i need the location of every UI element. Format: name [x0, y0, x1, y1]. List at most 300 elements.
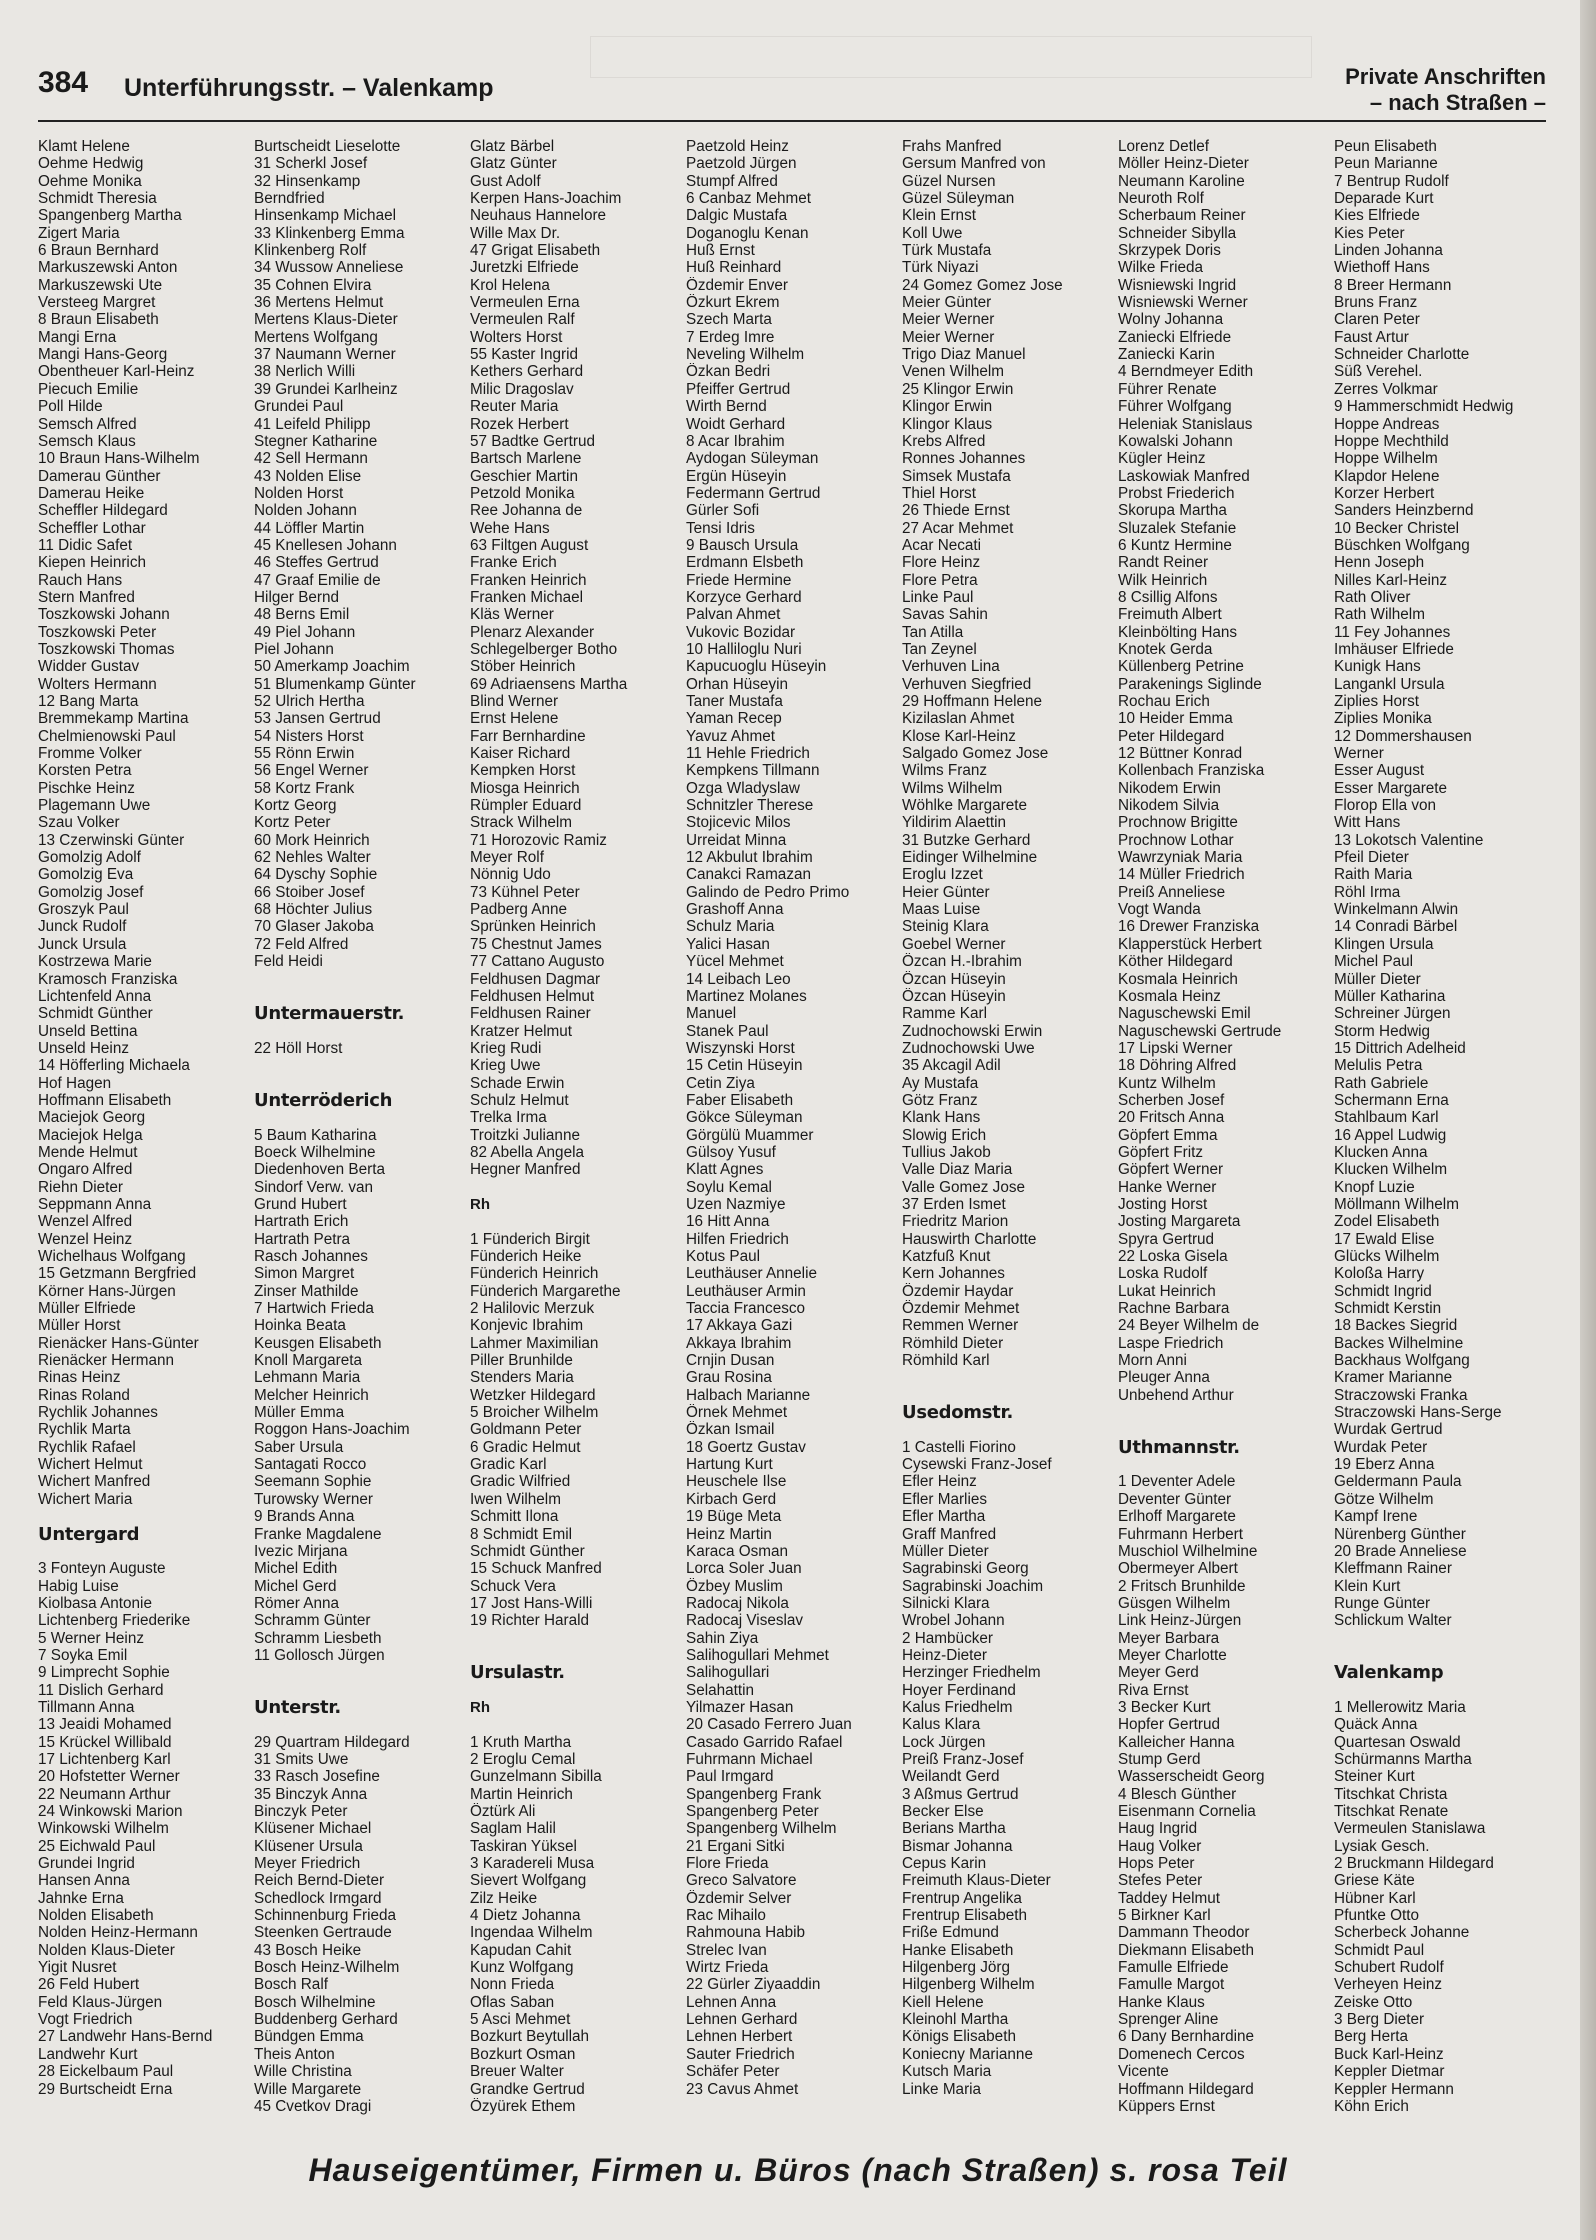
resident-entry: Bosch Wilhelmine	[254, 1993, 376, 2011]
resident-entry: Özdemir Enver	[686, 276, 789, 294]
resident-entry: Wisniewski Werner	[1118, 294, 1248, 312]
resident-entry: Taddey Helmut	[1118, 1889, 1221, 1907]
resident-entry: Zudnochowski Erwin	[902, 1022, 1043, 1040]
resident-entry: Kethers Gerhard	[470, 363, 584, 381]
resident-entry: Grundei Paul	[254, 398, 344, 416]
resident-entry: Müller Elfriede	[38, 1300, 136, 1318]
resident-entry: Obentheuer Karl-Heinz	[38, 363, 195, 381]
resident-entry: Strelec Ivan	[686, 1941, 767, 1959]
resident-entry: Kempken Horst	[470, 762, 576, 780]
resident-entry: Knoll Margareta	[254, 1352, 362, 1370]
resident-entry: Spangenberg Wilhelm	[686, 1820, 837, 1838]
resident-entry: Müller Emma	[254, 1404, 345, 1422]
resident-entry: Esser Margarete	[1334, 779, 1448, 797]
resident-entry: Stump Gerd	[1118, 1750, 1201, 1768]
resident-entry: Venen Wilhelm	[902, 363, 1005, 381]
resident-entry: Özkan Bedri	[686, 363, 771, 381]
resident-entry: Lorenz Detlef	[1118, 138, 1209, 155]
resident-entry: Keppler Hermann	[1334, 2080, 1454, 2098]
resident-entry: Freimuth Albert	[1118, 606, 1222, 624]
resident-entry: Nolden Heinz-Hermann	[38, 1924, 198, 1942]
resident-entry: Klucken Wilhelm	[1334, 1161, 1448, 1179]
resident-entry: Gomolzig Adolf	[38, 849, 141, 867]
resident-entry: Skorupa Martha	[1118, 502, 1227, 520]
resident-entry: 47 Grigat Elisabeth	[470, 242, 601, 260]
resident-entry: Chelmienowski Paul	[38, 727, 176, 745]
resident-entry: Hilfen Friedrich	[686, 1230, 789, 1248]
spacer	[470, 1716, 682, 1733]
resident-entry: Wichert Helmut	[38, 1456, 143, 1474]
resident-entry: 9 Bausch Ursula	[686, 536, 799, 554]
resident-entry: Damerau Heike	[38, 484, 145, 502]
resident-entry: Fünderich Heinrich	[470, 1265, 599, 1283]
resident-entry: Bremmekamp Martina	[38, 710, 189, 728]
resident-entry: Toszkowski Peter	[38, 623, 157, 641]
resident-entry: Florop Ella von	[1334, 797, 1437, 815]
resident-entry: Vermeulen Erna	[470, 294, 580, 312]
resident-entry: 6 Kuntz Hermine	[1118, 536, 1232, 554]
resident-entry: Özkurt Ekrem	[686, 294, 780, 312]
resident-entry: Nilles Karl-Heinz	[1334, 571, 1448, 589]
resident-entry: Wichelhaus Wolfgang	[38, 1248, 186, 1265]
resident-entry: 49 Piel Johann	[254, 623, 356, 641]
resident-entry: Hoppe Wilhelm	[1334, 450, 1438, 468]
resident-entry: Nolden Klaus-Dieter	[38, 1941, 175, 1959]
resident-entry: 37 Naumann Werner	[254, 346, 396, 364]
resident-entry: 64 Dyschy Sophie	[254, 866, 378, 884]
resident-entry: Landwehr Kurt	[38, 2045, 138, 2063]
resident-entry: 77 Cattano Augusto	[470, 953, 605, 971]
resident-entry: 21 Ergani Sitki	[686, 1837, 785, 1855]
resident-entry: Cetin Ziya	[686, 1074, 755, 1092]
resident-entry: Scherben Josef	[1118, 1091, 1225, 1109]
resident-entry: Pfeiffer Gertrud	[686, 380, 791, 398]
resident-entry: Lehnen Herbert	[686, 2028, 793, 2046]
resident-entry: 11 Hehle Friedrich	[686, 745, 810, 763]
resident-entry: Slowig Erich	[902, 1126, 987, 1144]
spacer	[902, 1369, 1114, 1386]
resident-entry: Szau Volker	[38, 814, 120, 832]
resident-entry: Sauter Friedrich	[686, 2045, 795, 2063]
resident-entry: Kläs Werner	[470, 606, 554, 624]
resident-entry: Nikodem Silvia	[1118, 797, 1220, 815]
resident-entry: Martinez Molanes	[686, 987, 807, 1005]
resident-entry: Spangenberg Frank	[686, 1785, 822, 1803]
resident-entry: Wehe Hans	[470, 519, 550, 537]
resident-entry: Gradic Wilfried	[470, 1473, 571, 1491]
resident-entry: Stojicevic Milos	[686, 814, 791, 832]
resident-entry: Eidinger Wilhelmine	[902, 849, 1038, 867]
resident-entry: Ivezic Mirjana	[254, 1542, 348, 1560]
resident-entry: Maciejok Helga	[38, 1126, 143, 1144]
resident-entry: Grund Hubert	[254, 1195, 347, 1213]
resident-entry: Rath Wilhelm	[1334, 606, 1425, 624]
resident-entry: 22 Loska Gisela	[1118, 1248, 1228, 1265]
resident-entry: Feldhusen Rainer	[470, 1005, 591, 1023]
resident-entry: Toszkowski Thomas	[38, 640, 175, 658]
resident-entry: Heleniak Stanislaus	[1118, 415, 1253, 433]
resident-entry: Spangenberg Peter	[686, 1803, 819, 1820]
resident-entry: Riva Ernst	[1118, 1681, 1189, 1699]
resident-entry: Flore Heinz	[902, 554, 981, 572]
resident-entry: Özdemir Haydar	[902, 1282, 1014, 1300]
resident-entry: Wasserscheidt Georg	[1118, 1768, 1265, 1786]
resident-entry: 10 Becker Christel	[1334, 519, 1459, 537]
resident-entry: Unseld Heinz	[38, 1039, 129, 1057]
resident-entry: Ronnes Johannes	[902, 450, 1026, 468]
spacer	[1334, 1630, 1546, 1647]
resident-entry: Hartrath Erich	[254, 1213, 349, 1231]
resident-entry: Klatt Agnes	[686, 1161, 764, 1179]
resident-entry: Knopf Luzie	[1334, 1178, 1415, 1196]
resident-entry: Salihogullari Mehmet	[686, 1646, 829, 1664]
resident-entry: Wöhlke Margarete	[902, 797, 1027, 815]
resident-entry: 34 Wussow Anneliese	[254, 259, 404, 277]
resident-entry: Farr Bernhardine	[470, 727, 586, 745]
resident-entry: Dammann Theodor	[1118, 1924, 1250, 1942]
resident-entry: Eisenmann Cornelia	[1118, 1803, 1256, 1820]
spacer	[470, 1630, 682, 1647]
resident-entry: Raith Maria	[1334, 866, 1413, 884]
resident-entry: 26 Thiede Ernst	[902, 502, 1010, 520]
resident-entry: Wolters Hermann	[38, 675, 157, 693]
resident-entry: Hartrath Petra	[254, 1230, 351, 1248]
resident-entry: Korzer Herbert	[1334, 484, 1435, 502]
resident-entry: Wille Max Dr.	[470, 224, 561, 242]
resident-entry: Leuthäuser Armin	[686, 1282, 806, 1300]
resident-entry: Zilz Heike	[470, 1889, 538, 1907]
resident-entry: Yildirim Alaettin	[902, 814, 1007, 832]
resident-entry: Rümpler Eduard	[470, 797, 582, 815]
resident-entry: Schermann Erna	[1334, 1091, 1449, 1109]
resident-entry: 69 Adriaensens Martha	[470, 675, 628, 693]
resident-entry: Versteeg Margret	[38, 294, 156, 312]
resident-entry: Sievert Wolfgang	[470, 1872, 587, 1890]
resident-entry: 11 Didic Safet	[38, 536, 133, 554]
resident-entry: Plenarz Alexander	[470, 623, 595, 641]
resident-entry: Piller Brunhilde	[470, 1352, 573, 1370]
resident-entry: Probst Friederich	[1118, 484, 1235, 502]
resident-entry: Flore Petra	[902, 571, 978, 589]
directory-column	[1334, 138, 1546, 2115]
resident-entry: Kunigk Hans	[1334, 658, 1421, 676]
resident-entry: 31 Butzke Gerhard	[902, 831, 1031, 849]
resident-entry: 12 Dommershausen	[1334, 727, 1472, 745]
resident-entry: Lysiak Gesch.	[1334, 1837, 1430, 1855]
resident-entry: 7 Soyka Emil	[38, 1646, 128, 1664]
resident-entry: Milic Dragoslav	[470, 380, 574, 398]
resident-entry: Straczowski Hans-Serge	[1334, 1404, 1502, 1422]
resident-entry: 35 Cohnen Elvira	[254, 276, 372, 294]
resident-entry: Heinz-Dieter	[902, 1646, 988, 1664]
resident-entry: Koniecny Marianne	[902, 2045, 1033, 2063]
resident-entry: Frentrup Elisabeth	[902, 1907, 1027, 1925]
resident-entry: Kramosch Franziska	[38, 970, 178, 988]
resident-entry: 16 Hitt Anna	[686, 1213, 770, 1231]
section-title-line2: – nach Straßen –	[1369, 90, 1546, 115]
resident-entry: 19 Büge Meta	[686, 1508, 782, 1526]
resident-entry: Özcan Hüseyin	[902, 970, 1006, 988]
resident-entry: 43 Nolden Elise	[254, 467, 362, 485]
resident-entry: Hanke Elisabeth	[902, 1941, 1014, 1959]
resident-entry: 12 Büttner Konrad	[1118, 745, 1243, 763]
resident-entry: 8 Acar Ibrahim	[686, 432, 785, 450]
resident-entry: Grashoff Anna	[686, 901, 784, 919]
resident-entry: Scheffler Lothar	[38, 519, 146, 537]
resident-entry: Acar Necati	[902, 536, 982, 554]
resident-entry: Klank Hans	[902, 1109, 981, 1127]
resident-entry: Götze Wilhelm	[1334, 1490, 1434, 1508]
resident-entry: 5 Birkner Karl	[1118, 1907, 1211, 1925]
resident-entry: 18 Goertz Gustav	[686, 1438, 806, 1456]
resident-entry: 71 Horozovic Ramiz	[470, 831, 607, 849]
resident-entry: 11 Gollosch Jürgen	[254, 1646, 385, 1664]
resident-entry: Titschkat Renate	[1334, 1803, 1449, 1820]
resident-entry: Naguschewski Gertrude	[1118, 1022, 1282, 1040]
resident-entry: Straczowski Franka	[1334, 1386, 1468, 1404]
resident-entry: Faust Artur	[1334, 328, 1409, 346]
resident-entry: 29 Quartram Hildegard	[254, 1733, 410, 1751]
resident-entry: Taskiran Yüksel	[470, 1837, 577, 1855]
resident-entry: 55 Kaster Ingrid	[470, 346, 578, 364]
resident-entry: Yilmazer Hasan	[686, 1698, 794, 1716]
resident-entry: Theis Anton	[254, 2045, 335, 2063]
resident-entry: Oehme Monika	[38, 172, 142, 190]
resident-entry: Schade Erwin	[470, 1074, 565, 1092]
resident-entry: Skrzypek Doris	[1118, 242, 1221, 260]
resident-entry: Grau Rosina	[686, 1369, 772, 1387]
resident-entry: Schulz Maria	[686, 918, 775, 936]
resident-entry: 7 Hartwich Frieda	[254, 1300, 374, 1318]
resident-entry: 45 Knellesen Johann	[254, 536, 397, 554]
resident-entry: Führer Renate	[1118, 380, 1217, 398]
resident-entry: Nonn Frieda	[470, 1976, 555, 1994]
resident-entry: Wurdak Peter	[1334, 1438, 1428, 1456]
resident-entry: Klüsener Ursula	[254, 1837, 363, 1855]
resident-entry: Hansen Anna	[38, 1872, 130, 1890]
resident-entry: Hübner Karl	[1334, 1889, 1416, 1907]
resident-entry: Eroglu Izzet	[902, 866, 983, 884]
resident-entry: 1 Castelli Fiorino	[902, 1438, 1016, 1456]
spacer	[38, 1543, 250, 1560]
resident-entry: Berg Herta	[1334, 2028, 1408, 2046]
resident-entry: Fuhrmann Michael	[686, 1750, 813, 1768]
resident-entry: Hoffmann Hildegard	[1118, 2080, 1254, 2098]
resident-entry: Koloßa Harry	[1334, 1265, 1425, 1283]
resident-entry: 43 Bosch Heike	[254, 1941, 362, 1959]
directory-columns	[38, 138, 1538, 2128]
resident-entry: Paetzold Heinz	[686, 138, 789, 155]
resident-entry: 4 Berndmeyer Edith	[1118, 363, 1254, 381]
resident-entry: Sanders Heinzbernd	[1334, 502, 1474, 520]
resident-entry: Kuntz Wilhelm	[1118, 1074, 1216, 1092]
resident-entry: 9 Brands Anna	[254, 1508, 355, 1526]
resident-entry: Yalici Hasan	[686, 935, 770, 953]
resident-entry: Ernst Helene	[470, 710, 559, 728]
resident-entry: Silnicki Klara	[902, 1594, 990, 1612]
resident-entry: Roggon Hans-Joachim	[254, 1421, 410, 1439]
resident-entry: Bozkurt Osman	[470, 2045, 576, 2063]
resident-entry: 53 Jansen Gertrud	[254, 710, 381, 728]
resident-entry: Kleinohl Martha	[902, 2011, 1009, 2029]
resident-entry: Galindo de Pedro Primo	[686, 883, 850, 901]
resident-entry: Schmidt Ingrid	[1334, 1282, 1432, 1300]
resident-entry: Verhuven Siegfried	[902, 675, 1032, 693]
resident-entry: Backhaus Wolfgang	[1334, 1352, 1470, 1370]
resident-entry: Gersum Manfred von	[902, 155, 1046, 173]
resident-entry: Diekmann Elisabeth	[1118, 1941, 1255, 1959]
resident-entry: Vukovic Bozidar	[686, 623, 796, 641]
resident-entry: Köhn Erich	[1334, 2097, 1409, 2115]
resident-entry: 1 Mellerowitz Maria	[1334, 1698, 1466, 1716]
resident-entry: Hopfer Gertrud	[1118, 1716, 1221, 1734]
resident-entry: Nolden Johann	[254, 502, 357, 520]
resident-entry: Rienäcker Hans-Günter	[38, 1334, 199, 1352]
resident-entry: 15 Krückel Willibald	[38, 1733, 172, 1751]
resident-entry: Kies Elfriede	[1334, 207, 1420, 225]
spacer	[254, 1664, 466, 1681]
resident-entry: Efler Martha	[902, 1508, 986, 1526]
resident-entry: Klinkenberg Rolf	[254, 242, 367, 260]
resident-entry: 12 Akbulut Ibrahim	[686, 849, 813, 867]
resident-entry: Klüsener Michael	[254, 1820, 372, 1838]
resident-entry: Savas Sahin	[902, 606, 988, 624]
resident-entry: Rachne Barbara	[1118, 1300, 1230, 1318]
resident-entry: Türk Mustafa	[902, 242, 992, 260]
resident-entry: Zaniecki Elfriede	[1118, 328, 1232, 346]
resident-entry: 9 Hammerschmidt Hedwig	[1334, 398, 1514, 416]
resident-entry: Michel Edith	[254, 1560, 338, 1578]
resident-entry: Schlegelberger Botho	[470, 640, 618, 658]
resident-entry: 31 Smits Uwe	[254, 1750, 349, 1768]
resident-entry: Körner Hans-Jürgen	[38, 1282, 176, 1300]
resident-entry: Muschiol Wilhelmine	[1118, 1542, 1258, 1560]
resident-entry: Wirtz Frieda	[686, 1959, 769, 1977]
resident-entry: Randt Reiner	[1118, 554, 1209, 572]
resident-entry: Neuhaus Hannelore	[470, 207, 607, 225]
resident-entry: Rychlik Rafael	[38, 1438, 136, 1456]
resident-entry: Rauch Hans	[38, 571, 123, 589]
resident-entry: 35 Akcagil Adil	[902, 1057, 1001, 1075]
resident-entry: Semsch Alfred	[38, 415, 137, 433]
resident-entry: Werner	[1334, 745, 1384, 763]
resident-entry: Rychlik Johannes	[38, 1404, 158, 1422]
resident-entry: Melcher Heinrich	[254, 1386, 369, 1404]
resident-entry: Zaniecki Karin	[1118, 346, 1215, 364]
resident-entry: Quartesan Oswald	[1334, 1733, 1461, 1751]
spacer	[1118, 1404, 1330, 1421]
resident-entry: Sindorf Verw. van	[254, 1178, 374, 1196]
resident-entry: 38 Nerlich Willi	[254, 363, 356, 381]
resident-entry: Krieg Rudi	[470, 1039, 542, 1057]
resident-entry: Meyer Barbara	[1118, 1629, 1220, 1647]
resident-entry: Stern Manfred	[38, 588, 135, 606]
resident-entry: Kiolbasa Antonie	[38, 1594, 152, 1612]
resident-entry: 35 Binczyk Anna	[254, 1785, 368, 1803]
resident-entry: Scheffler Hildegard	[38, 502, 168, 520]
resident-entry: 52 Ulrich Hertha	[254, 693, 365, 710]
spacer	[254, 1716, 466, 1733]
resident-entry: Schulz Helmut	[470, 1091, 569, 1109]
spacer	[470, 1647, 682, 1664]
resident-entry: Wiszynski Horst	[686, 1039, 795, 1057]
resident-entry: Schäfer Peter	[686, 2063, 780, 2081]
resident-entry: Halbach Marianne	[686, 1386, 811, 1404]
resident-entry: 24 Beyer Wilhelm de	[1118, 1317, 1260, 1335]
resident-entry: Neuroth Rolf	[1118, 190, 1204, 208]
resident-entry: Wilk Heinrich	[1118, 571, 1208, 589]
resident-entry: Klose Karl-Heinz	[902, 727, 1016, 745]
resident-entry: Strack Wilhelm	[470, 814, 572, 832]
resident-entry: Stefes Peter	[1118, 1872, 1203, 1890]
resident-entry: 8 Breer Hermann	[1334, 276, 1452, 294]
resident-entry: 18 Backes Siegrid	[1334, 1317, 1458, 1335]
resident-entry: 24 Gomez Gomez Jose	[902, 276, 1063, 294]
resident-entry: Langankl Ursula	[1334, 675, 1445, 693]
resident-entry: Juretzki Elfriede	[470, 259, 579, 277]
resident-entry: Ziplies Monika	[1334, 710, 1432, 728]
resident-entry: Paetzold Jürgen	[686, 155, 797, 173]
resident-entry: Schuck Vera	[470, 1577, 556, 1595]
resident-entry: Federmann Gertrud	[686, 484, 821, 502]
resident-entry: 10 Braun Hans-Wilhelm	[38, 450, 200, 468]
resident-entry: Süß Verehel.	[1334, 363, 1423, 381]
resident-entry: Karaca Osman	[686, 1542, 789, 1560]
resident-entry: 8 Csillig Alfons	[1118, 588, 1218, 606]
resident-entry: Peun Elisabeth	[1334, 138, 1437, 155]
resident-entry: Schramm Liesbeth	[254, 1629, 382, 1647]
resident-entry: Scherbaum Reiner	[1118, 207, 1246, 225]
resident-entry: 8 Schmidt Emil	[470, 1525, 573, 1543]
resident-entry: Özcan H.-Ibrahim	[902, 953, 1022, 971]
resident-entry: 9 Limprecht Sophie	[38, 1664, 170, 1682]
resident-entry: Saber Ursula	[254, 1438, 344, 1456]
resident-entry: Wisniewski Ingrid	[1118, 276, 1237, 294]
resident-entry: Örnek Mehmet	[686, 1404, 788, 1422]
resident-entry: Wilke Frieda	[1118, 259, 1203, 277]
resident-entry: Kostrzewa Marie	[38, 953, 152, 971]
resident-entry: Korsten Petra	[38, 762, 132, 780]
resident-entry: 12 Bang Marta	[38, 693, 139, 710]
resident-entry: Salihogullari	[686, 1664, 770, 1682]
resident-entry: Friedritz Marion	[902, 1213, 1009, 1231]
resident-entry: Kleffmann Rainer	[1334, 1560, 1452, 1578]
resident-entry: Weilandt Gerd	[902, 1768, 1000, 1786]
street-heading: Usedomstr.	[902, 1404, 1014, 1422]
resident-entry: Pfeil Dieter	[1334, 849, 1409, 867]
resident-entry: 7 Bentrup Rudolf	[1334, 172, 1449, 190]
resident-entry: Hegner Manfred	[470, 1161, 581, 1179]
resident-entry: 17 Ewald Elise	[1334, 1230, 1435, 1248]
resident-entry: Storm Hedwig	[1334, 1022, 1431, 1040]
resident-entry: 28 Eickelbaum Paul	[38, 2063, 174, 2081]
spacer	[254, 1682, 466, 1699]
resident-entry: Urreidat Minna	[686, 831, 787, 849]
resident-entry: 47 Graaf Emilie de	[254, 571, 381, 589]
resident-entry: Klein Ernst	[902, 207, 976, 225]
resident-entry: Uzen Nazmiye	[686, 1195, 786, 1213]
resident-entry: Palvan Ahmet	[686, 606, 781, 624]
directory-column	[686, 138, 898, 2098]
resident-entry: Stenders Maria	[470, 1369, 574, 1387]
resident-entry: Iwen Wilhelm	[470, 1490, 561, 1508]
resident-entry: Linden Johanna	[1334, 242, 1443, 260]
resident-entry: Zeiske Otto	[1334, 1993, 1413, 2011]
resident-entry: 3 Berg Dieter	[1334, 2011, 1425, 2029]
resident-entry: Kapucuoglu Hüseyin	[686, 658, 827, 676]
resident-entry: Franken Michael	[470, 588, 584, 606]
resident-entry: Wirth Bernd	[686, 398, 767, 416]
